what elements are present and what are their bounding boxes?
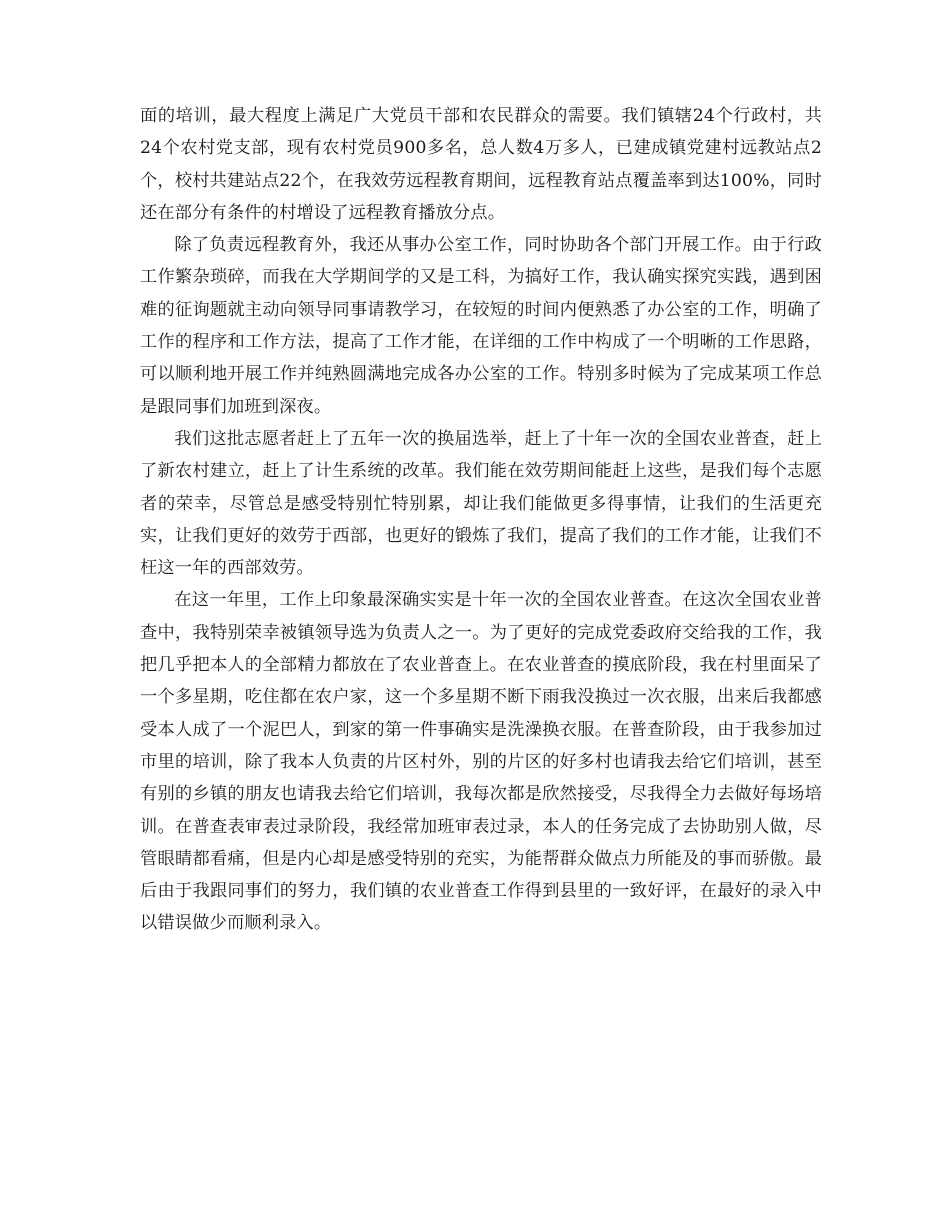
paragraph-1: 面的培训，最大程度上满足广大党员干部和农民群众的需要。我们镇辖24个行政村，共24个农村党支部，现有农村党员900多名，总人数4万多人，已建成镇党建村远教站点2个，校村共建站点22个，在我效劳远程教育期间，远程教育站点覆盖率到达100%，同时还在部分有条件的村增设了远程教育播放分点。 (140, 106, 822, 223)
paragraph-4: 在这一年里，工作上印象最深确实实是十年一次的全国农业普查。在这次全国农业普查中，我特别荣幸被镇领导选为负责人之一。为了更好的完成党委政府交给我的工作，我把几乎把本人的全部精力都放在了农业普查上。在农业普查的摸底阶段，我在村里面呆了一个多星期，吃住都在农户家，这一个多星期不断下雨我没换过一次衣服，出来后我都感受本人成了一个泥巴人，到家的第一件事确实是洗澡换衣服。在普查阶段，由于我参加过市里的培训，除了我本人负责的片区村外，别的片区的好多村也请我去给它们培训，甚至有别的乡镇的朋友也请我去给它们培训，我每次都是欣然接受，尽我得全力去做好每场培训。在普查表审表过录阶段，我经常加班审表过录，本人的任务完成了去协助别人做，尽管眼睛都看痛，但是内心却是感受特别的充实，为能帮群众做点力所能及的事而骄傲。最后由于我跟同事们的努力，我们镇的农业普查工作得到县里的一致好评，在最好的录入中以错误做少而顺利录入。 (140, 590, 822, 934)
document-body (140, 100, 822, 940)
paragraph-3: 我们这批志愿者赶上了五年一次的换届选举，赶上了十年一次的全国农业普查，赶上了新农村建立，赶上了计生系统的改革。我们能在效劳期间能赶上这些，是我们每个志愿者的荣幸，尽管总是感受特别忙特别累，却让我们能做更多得事情，让我们的生活更充实，让我们更好的效劳于西部，也更好的锻炼了我们，提高了我们的工作才能，让我们不枉这一年的西部效劳。 (140, 428, 822, 579)
paragraph-2: 除了负责远程教育外，我还从事办公室工作，同时协助各个部门开展工作。由于行政工作繁杂琐碎，而我在大学期间学的又是工科，为搞好工作，我认确实探究实践，遇到困难的征询题就主动向领导同事请教学习，在较短的时间内便熟悉了办公室的工作，明确了工作的程序和工作方法，提高了工作才能，在详细的工作中构成了一个明晰的工作思路，可以顺利地开展工作并纯熟圆满地完成各办公室的工作。特别多时候为了完成某项工作总是跟同事们加班到深夜。 (140, 235, 822, 417)
